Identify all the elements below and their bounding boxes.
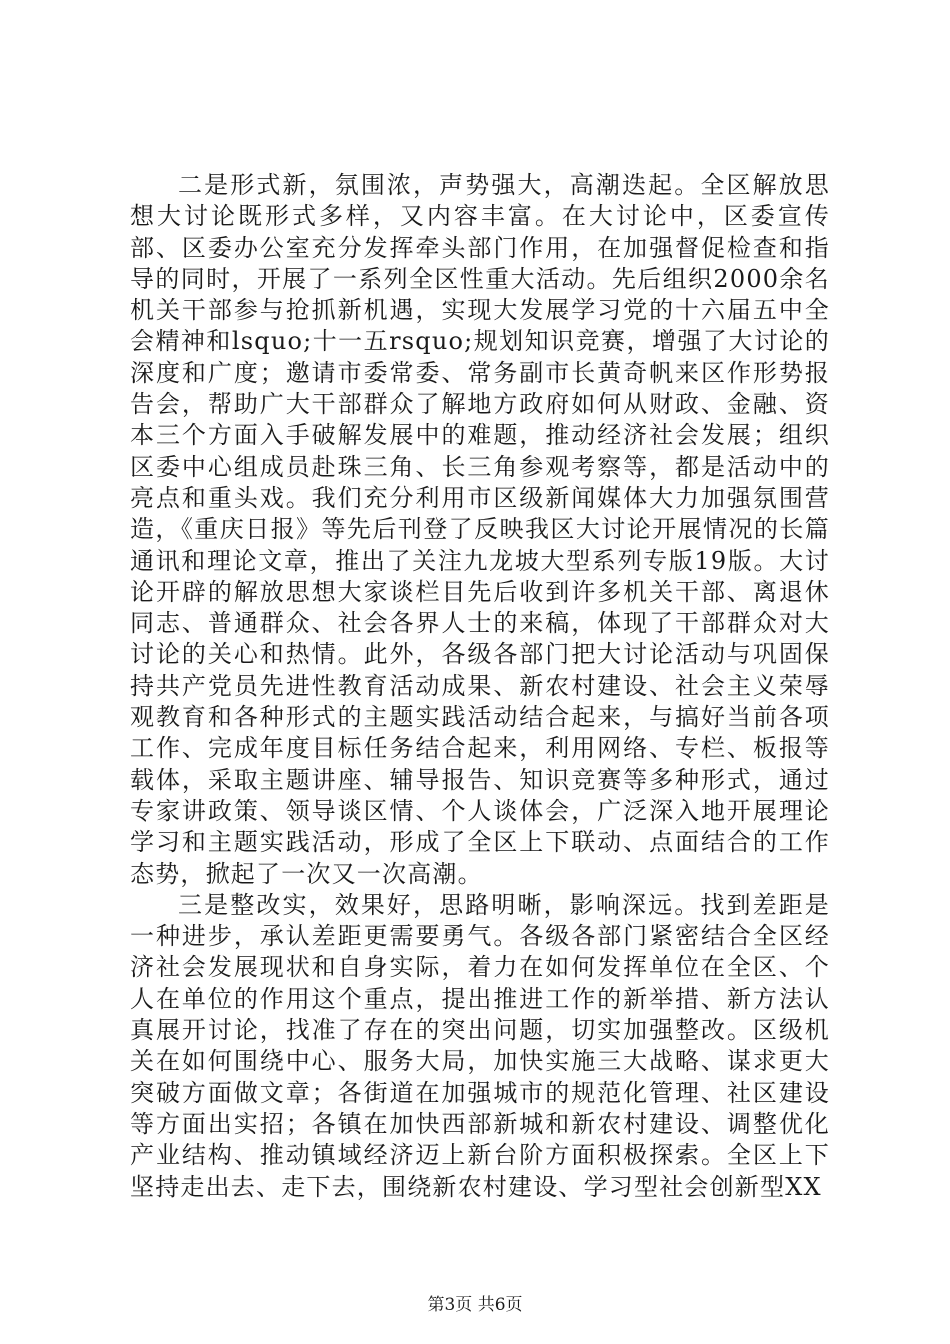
paragraph-2: 二是形式新，氛围浓，声势强大，高潮迭起。全区解放思想大讨论既形式多样，又内容丰富。在大讨论中，区委宣传部、区委办公室充分发挥牵头部门作用，在加强督促检查和指导的同时，开展了一系列全区性重大活动。先后组织2000余名机关干部参与抢抓新机遇，实现大发展学习党的十六届五中全会精神和lsquo;十一五rsquo;规划知识竞赛，增强了大讨论的深度和广度；邀请市委常委、常务副市长黄奇帆来区作形势报告会，帮助广大干部群众了解地方政府如何从财政、金融、资本三个方面入手破解发展中的难题，推动经济社会发展；组织区委中心组成员赴珠三角、长三角参观考察等，都是活动中的亮点和重头戏。我们充分利用市区级新闻媒体大力加强氛围营造，《重庆日报》等先后刊登了反映我区大讨论开展情况的长篇通讯和理论文章，推出了关注九龙坡大型系列专版19版。大讨论开辟的解放思想大家谈栏目先后收到许多机关干部、离退休同志、普通群众、社会各界人士的来稿，体现了干部群众对大讨论的关心和热情。此外，各级各部门把大讨论活动与巩固保持共产党员先进性教育活动成果、新农村建设、社会主义荣辱观教育和各种形式的主题实践活动结合起来，与搞好当前各项工作、完成年度目标任务结合起来，利用网络、专栏、板报等载体，采取主题讲座、辅导报告、知识竞赛等多种形式，通过专家讲政策、领导谈区情、个人谈体会，广泛深入地开展理论学习和主题实践活动，形成了全区上下联动、点面结合的工作态势，掀起了一次又一次高潮。 xyxy=(130,171,830,888)
body-text xyxy=(130,170,830,1203)
page-number-footer: 第3页 共6页 xyxy=(427,1295,523,1315)
paragraph-3: 三是整改实，效果好，思路明晰，影响深远。找到差距是一种进步，承认差距更需要勇气。各级各部门紧密结合全区经济社会发展现状和自身实际，着力在如何发挥单位在全区、个人在单位的作用这个重点，提出推进工作的新举措、新方法认真展开讨论，找准了存在的突出问题，切实加强整改。区级机关在如何围绕中心、服务大局，加快实施三大战略、谋求更大突破方面做文章；各街道在加强城市的规范化管理、社区建设等方面出实招；各镇在加快西部新城和新农村建设、调整优化产业结构、推动镇域经济迈上新台阶方面积极探索。全区上下坚持走出去、走下去，围绕新农村建设、学习型社会创新型XX xyxy=(130,890,830,1201)
